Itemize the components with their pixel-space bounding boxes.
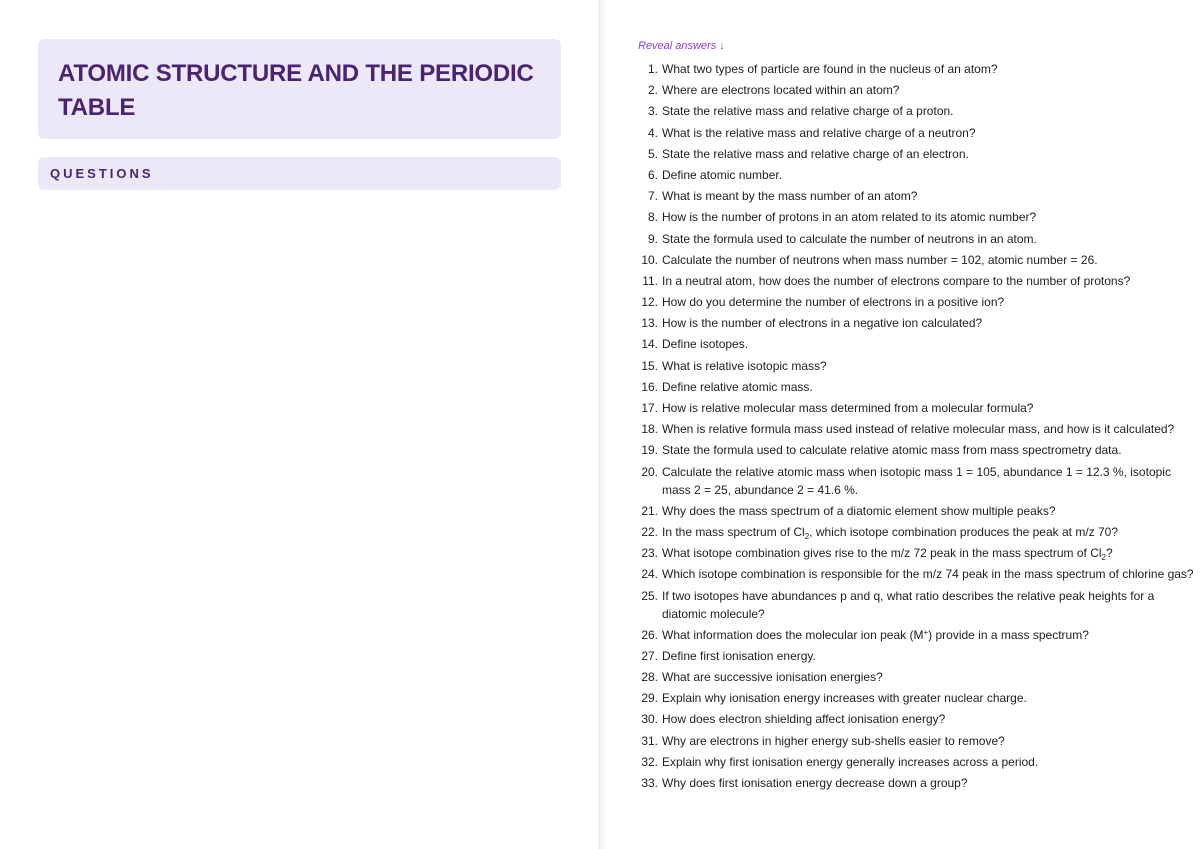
- question-text: Define relative atomic mass.: [662, 379, 813, 394]
- section-header: [38, 157, 561, 190]
- reveal-answers-link[interactable]: [638, 40, 725, 52]
- question-number: 18.: [641, 422, 658, 437]
- question-number: 21.: [641, 503, 658, 518]
- question-text-part: , which isotope combination produces the peak at m/z 70?: [809, 524, 1119, 539]
- question-item: [638, 357, 1186, 375]
- question-text-part: What isotope combination gives rise to the m/z 72 peak in the mass spectrum of Cl: [662, 546, 1102, 561]
- question-number: 8.: [647, 210, 658, 225]
- question-text: State the formula used to calculate relative atomic mass from mass spectrometry data.: [662, 443, 1122, 458]
- question-item: [638, 626, 1186, 644]
- question-number: 20.: [641, 464, 658, 479]
- question-item: [638, 166, 1186, 184]
- question-text: Calculate the relative atomic mass when isotopic mass 1 = 105, abundance 1 = 12.3 %, isotopic mass 2 = 25, abundance 2 = 41.6 %.: [662, 464, 1171, 497]
- question-item: [638, 647, 1186, 665]
- question-number: 16.: [641, 379, 658, 394]
- question-number: 30.: [641, 712, 658, 727]
- question-item: [638, 502, 1186, 520]
- question-number: 11.: [642, 273, 658, 288]
- question-item: [638, 710, 1186, 728]
- question-item: [638, 732, 1186, 750]
- question-text: What two types of particle are found in the nucleus of an atom?: [662, 62, 998, 76]
- question-number: 15.: [641, 358, 658, 373]
- question-item: [638, 102, 1186, 120]
- question-list: [638, 60, 1194, 795]
- question-text: If two isotopes have abundances p and q, what ratio describes the relative peak heights for a diatomic molecule?: [662, 588, 1155, 621]
- question-text: When is relative formula mass used instead of relative molecular mass, and how is it calculated?: [662, 422, 1175, 437]
- question-number: 17.: [641, 401, 658, 415]
- question-text: Why does the mass spectrum of a diatomic element show multiple peaks?: [662, 503, 1056, 518]
- question-item: [638, 689, 1186, 707]
- question-item: [638, 208, 1186, 226]
- question-number: 33.: [641, 776, 658, 790]
- question-number: 29.: [641, 691, 658, 706]
- question-number: 14.: [641, 337, 658, 352]
- question-text: Where are electrons located within an atom?: [662, 83, 900, 98]
- question-item: [638, 668, 1186, 686]
- question-text: Explain why first ionisation energy generally increases across a period.: [662, 754, 1039, 769]
- question-text: [662, 626, 1186, 644]
- question-text: Define atomic number.: [662, 167, 783, 182]
- superscript: +: [923, 627, 929, 637]
- question-item: [638, 523, 1186, 541]
- question-text: State the relative mass and relative charge of an electron.: [662, 146, 969, 161]
- question-number: 1.: [647, 62, 658, 76]
- question-number: 27.: [641, 648, 658, 663]
- question-number: 25.: [641, 588, 658, 603]
- question-number: 28.: [641, 670, 658, 685]
- question-item: [638, 230, 1186, 248]
- question-text: How do you determine the number of electrons in a positive ion?: [662, 295, 1005, 310]
- page-title: ATOMIC STRUCTURE AND THE PERIODIC TABLE: [58, 60, 534, 121]
- question-text: How is the number of electrons in a negative ion calculated?: [662, 316, 983, 331]
- question-item: [638, 441, 1186, 459]
- question-item: [638, 81, 1186, 99]
- question-number: 22.: [641, 524, 658, 539]
- question-number: 24.: [641, 567, 658, 582]
- question-text-part: ?: [1106, 546, 1113, 561]
- question-text: Define first ionisation energy.: [662, 648, 816, 663]
- question-number: 32.: [641, 754, 658, 769]
- question-number: 5.: [647, 146, 658, 161]
- question-item: [638, 335, 1186, 353]
- question-text: [662, 523, 1186, 541]
- question-text: What is the relative mass and relative charge of a neutron?: [662, 125, 976, 140]
- question-number: 2.: [647, 83, 658, 98]
- question-number: 9.: [647, 231, 658, 246]
- question-item: [638, 587, 1186, 623]
- question-item: [638, 565, 1194, 583]
- question-item: [638, 463, 1186, 499]
- question-text: Why are electrons in higher energy sub-shells easier to remove?: [662, 733, 1005, 748]
- question-text: How is the number of protons in an atom related to its atomic number?: [662, 210, 1037, 225]
- question-text: Calculate the number of neutrons when mass number = 102, atomic number = 26.: [662, 252, 1098, 267]
- section-label: QUESTIONS: [50, 166, 154, 181]
- panel-divider: [598, 0, 608, 849]
- question-text: Which isotope combination is responsible for the m/z 74 peak in the mass spectrum of chlorine gas?: [662, 567, 1194, 582]
- question-item: [638, 399, 1186, 417]
- title-card: [38, 39, 561, 139]
- question-number: 13.: [641, 316, 658, 331]
- reveal-answers-label: Reveal answers: [638, 40, 717, 52]
- question-item: [638, 124, 1186, 142]
- question-text: What is meant by the mass number of an atom?: [662, 189, 918, 204]
- questions-panel: [608, 0, 1200, 849]
- question-item: [638, 145, 1186, 163]
- question-text: What are successive ionisation energies?: [662, 670, 883, 685]
- question-number: 6.: [647, 167, 658, 182]
- question-text: State the formula used to calculate the number of neutrons in an atom.: [662, 231, 1037, 246]
- question-number: 19.: [641, 443, 658, 458]
- question-text: Explain why ionisation energy increases with greater nuclear charge.: [662, 691, 1027, 706]
- question-item: [638, 420, 1186, 438]
- question-item: [638, 314, 1186, 332]
- question-item: [638, 753, 1186, 771]
- question-item: [638, 774, 1186, 792]
- question-text: What is relative isotopic mass?: [662, 358, 827, 373]
- left-panel: [0, 0, 598, 849]
- question-text-part: In the mass spectrum of Cl: [662, 524, 805, 539]
- question-text: Why does first ionisation energy decrease down a group?: [662, 776, 968, 790]
- question-number: 10.: [641, 252, 658, 267]
- subscript: 2: [804, 531, 810, 541]
- question-text: How is relative molecular mass determined from a molecular formula?: [662, 401, 1034, 415]
- question-item: [638, 251, 1186, 269]
- subscript: 2: [1101, 553, 1106, 563]
- question-text: State the relative mass and relative charge of a proton.: [662, 104, 954, 119]
- question-text: [662, 544, 1186, 562]
- question-item: [638, 187, 1186, 205]
- question-number: 4.: [647, 125, 658, 140]
- question-text-part: ) provide in a mass spectrum?: [928, 627, 1089, 642]
- question-number: 26.: [641, 627, 658, 642]
- question-text: How does electron shielding affect ionisation energy?: [662, 712, 946, 727]
- question-number: 7.: [647, 189, 658, 204]
- question-item: [638, 293, 1186, 311]
- question-number: 23.: [641, 546, 658, 561]
- question-text: Define isotopes.: [662, 337, 749, 352]
- question-item: [638, 60, 1186, 78]
- question-number: 12.: [641, 295, 658, 310]
- question-number: 3.: [647, 104, 658, 119]
- question-number: 31.: [641, 733, 658, 748]
- question-item: [638, 544, 1186, 562]
- arrow-down-icon: ↓: [719, 40, 725, 52]
- question-text-part: What information does the molecular ion peak (M: [662, 627, 924, 642]
- question-item: [638, 272, 1186, 290]
- question-item: [638, 378, 1186, 396]
- question-text: In a neutral atom, how does the number of electrons compare to the number of protons?: [662, 273, 1131, 288]
